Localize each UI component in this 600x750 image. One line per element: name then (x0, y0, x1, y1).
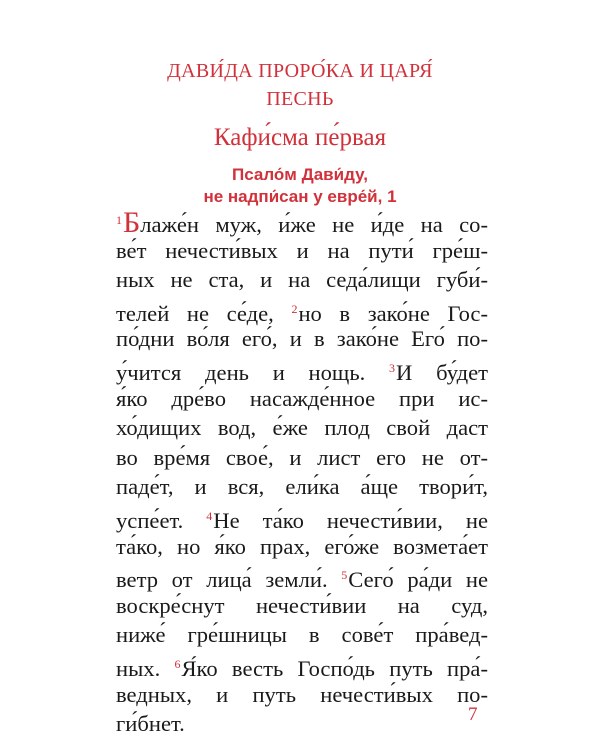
verse-number: 4 (206, 508, 213, 523)
verse-text: ветр от лица́ земли́. (116, 567, 342, 593)
page-heading-line-1: ДАВИ́ДА ПРОРО́КА И ЦАРЯ́ (167, 60, 433, 82)
verse-text: я́ко дре́во насажде́нное при ис- (116, 385, 488, 411)
verse-text: ных не ста, и на седа́лищи губи́- (116, 267, 488, 293)
text-line (116, 443, 488, 473)
verse-text: И бу́дет (396, 359, 488, 385)
psalm-title-line-2: не надпи́сан у евре́й, 1 (203, 187, 397, 206)
text-line (116, 591, 488, 621)
verse-number: 3 (389, 360, 396, 375)
verse-text: ве́т нечести́вых и на пути́ гре́ш- (116, 237, 488, 263)
drop-cap-letter: Б (123, 206, 141, 239)
psalm-title-line-1: Псало́м Дави́ду, (232, 165, 368, 184)
verse-text: воскре́снут нечести́вии на суд, (116, 592, 488, 618)
verse-text: телей не се́де, (116, 300, 292, 326)
verse-text: по́дни во́ля его́, и в зако́не Его́ по- (116, 326, 488, 352)
text-line (116, 236, 488, 266)
page-number: 7 (468, 704, 478, 725)
text-line (116, 620, 488, 650)
verse-text: во вре́мя свое́, и лист его не от- (116, 444, 488, 470)
verse-text: ных. (116, 655, 175, 681)
verse-text: Я́ко весть Госпо́дь путь пра́- (181, 655, 488, 681)
text-line (116, 650, 488, 680)
verse-text: лаже́н муж, и́же не и́де на со- (140, 212, 488, 237)
text-line (116, 354, 488, 384)
text-line (116, 295, 488, 325)
verse-text: но в зако́не Гос- (298, 300, 488, 326)
verse-text: успе́ет. (116, 507, 207, 533)
page-heading-line-2: ПЕСНЬ (266, 88, 334, 110)
text-line (116, 561, 488, 591)
verse-number: 6 (174, 656, 181, 671)
text-line (116, 324, 488, 354)
verse-text: у́чится день и нощь. (116, 359, 390, 385)
text-line (116, 472, 488, 502)
kathisma-title: Кафи́сма пе́рвая (213, 124, 387, 151)
text-line (116, 265, 488, 295)
verse-number: 5 (341, 568, 348, 583)
verse-text: Не та́ко нечести́вии, не (213, 507, 488, 533)
text-line (116, 709, 488, 739)
verse-text: ги́бнет. (116, 711, 185, 737)
verse-text: ведных, и путь нечести́вых по- (116, 681, 488, 707)
verse-text: ниже́ гре́шницы в сове́т пра́вед- (116, 622, 488, 648)
text-line (116, 206, 488, 239)
text-line (116, 532, 488, 562)
verse-text: хо́дищих вод, е́же плод свой даст (116, 415, 488, 441)
text-line (116, 502, 488, 532)
verse-text: Сего́ ра́ди не (348, 567, 489, 593)
text-line (116, 384, 488, 414)
verse-text: паде́т, и вся, ели́ка а́ще твори́т, (116, 474, 488, 500)
psalm-body-text (116, 206, 488, 739)
text-line (116, 413, 488, 443)
verse-text: та́ко, но я́ко прах, его́же возмета́ет (116, 533, 488, 559)
verse-number: 1 (116, 213, 122, 227)
text-line (116, 680, 488, 710)
verse-number: 2 (291, 301, 298, 316)
